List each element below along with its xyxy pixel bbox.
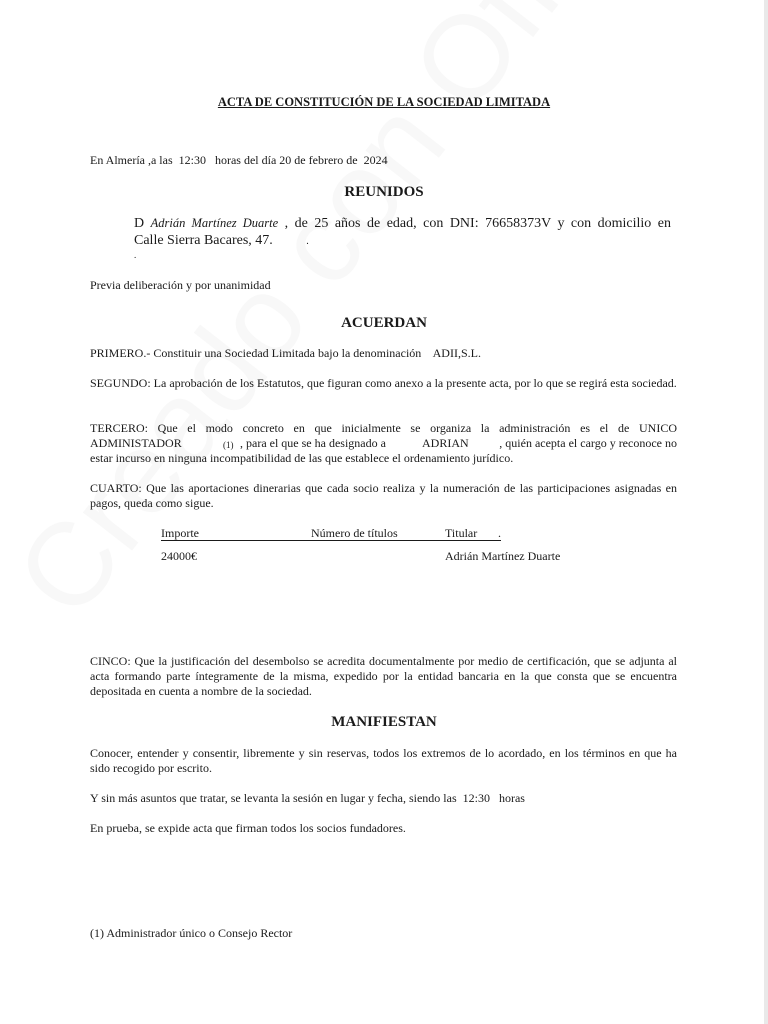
tercero-admin: ADMINISTADOR [90, 436, 182, 450]
primero-line [90, 346, 481, 361]
document-title: ACTA DE CONSTITUCIÓN DE LA SOCIEDAD LIMITADA [217, 95, 551, 109]
tercero-line-1: TERCERO: Que el modo concreto en que inicialmente se organiza la administración es el de UNICO [90, 421, 677, 435]
previa-text: Previa deliberación y por unanimidad [90, 278, 271, 292]
cuarto-paragraph: CUARTO: Que las aportaciones dinerarias que cada socio realiza y la numeración de las participaciones asignadas en pagos, queda como sigue. [90, 481, 677, 510]
cell-importe: 24000€ [161, 549, 197, 563]
contributions-table-header [161, 526, 521, 542]
member-details: , de 25 años de edad, con DNI: 76658373V y con domicilio en [284, 216, 672, 231]
reunidos-heading: REUNIDOS [344, 184, 424, 200]
primero-text: PRIMERO.- Constituir una Sociedad Limitada bajo la denominación [90, 346, 422, 360]
closing-line [90, 791, 525, 806]
d-prefix: D [134, 216, 145, 231]
header-trail: . [498, 526, 501, 540]
member-address: Calle Sierra Bacares, 47. [134, 233, 273, 248]
footnote: (1) Administrador único o Consejo Rector [90, 926, 293, 940]
closing-suffix: horas [498, 791, 525, 805]
cell-titular: Adrián Martínez Duarte [445, 549, 561, 563]
intro-prefix: En Almería ,a las [90, 153, 173, 167]
table-row [161, 549, 581, 565]
intro-mid: horas del día 20 de febrero de [214, 153, 358, 167]
segundo-paragraph: SEGUNDO: La aprobación de los Estatutos, que figuran como anexo a la presente acta, por lo que se regirá esta sociedad. [90, 376, 677, 390]
page-edge [764, 0, 768, 1024]
reunidos-dot: . [134, 250, 137, 260]
closing-prefix: Y sin más asuntos que tratar, se levanta la sesión en lugar y fecha, siendo las [90, 791, 457, 805]
address-dot: . [306, 236, 309, 247]
member-name: Adrián Martínez Duarte [150, 216, 279, 230]
intro-time: 12:30 [178, 153, 206, 167]
tercero-end: , quién acepta el cargo y reconoce no [499, 436, 677, 450]
manifiestan-heading: MANIFIESTAN [331, 714, 437, 730]
cinco-paragraph: CINCO: Que la justificación del desembolso se acredita documentalmente por medio de certificación, que se adjunta al acta formando parte íntegramente de la misma, expedido por la entidad bancaria en la que consta que se encuentra depositada en cuenta a nombre de la sociedad. [90, 654, 677, 698]
header-titular: Titular [445, 526, 501, 541]
reunidos-line-2 [134, 232, 671, 250]
acuerdan-heading: ACUERDAN [341, 315, 427, 331]
reunidos-line-1 [134, 215, 671, 232]
header-titulos: Número de títulos [311, 526, 445, 541]
tercero-line-2 [90, 436, 677, 451]
intro-year: 2024 [363, 153, 388, 167]
closing-time: 12:30 [462, 791, 490, 805]
intro-line [90, 153, 388, 168]
reunidos-paragraph [134, 215, 671, 260]
header-importe: Importe [161, 526, 311, 541]
signature-line: En prueba, se expide acta que firman todos los socios fundadores. [90, 821, 406, 835]
manifiestan-paragraph: Conocer, entender y consentir, libremente y sin reservas, todos los extremos de lo acordado, en los términos en que ha sido recogido por escrito. [90, 746, 677, 775]
tercero-paragraph [90, 421, 677, 466]
tercero-person: ADRIAN [422, 436, 469, 450]
footnote-ref: (1) [223, 440, 234, 450]
tercero-mid: , para el que se ha designado a [240, 436, 386, 450]
tercero-line-3: estar incurso en ninguna incompatibilidad de las que establece el ordenamiento jurídico. [90, 451, 514, 465]
company-name: ADII,S.L. [432, 346, 481, 360]
